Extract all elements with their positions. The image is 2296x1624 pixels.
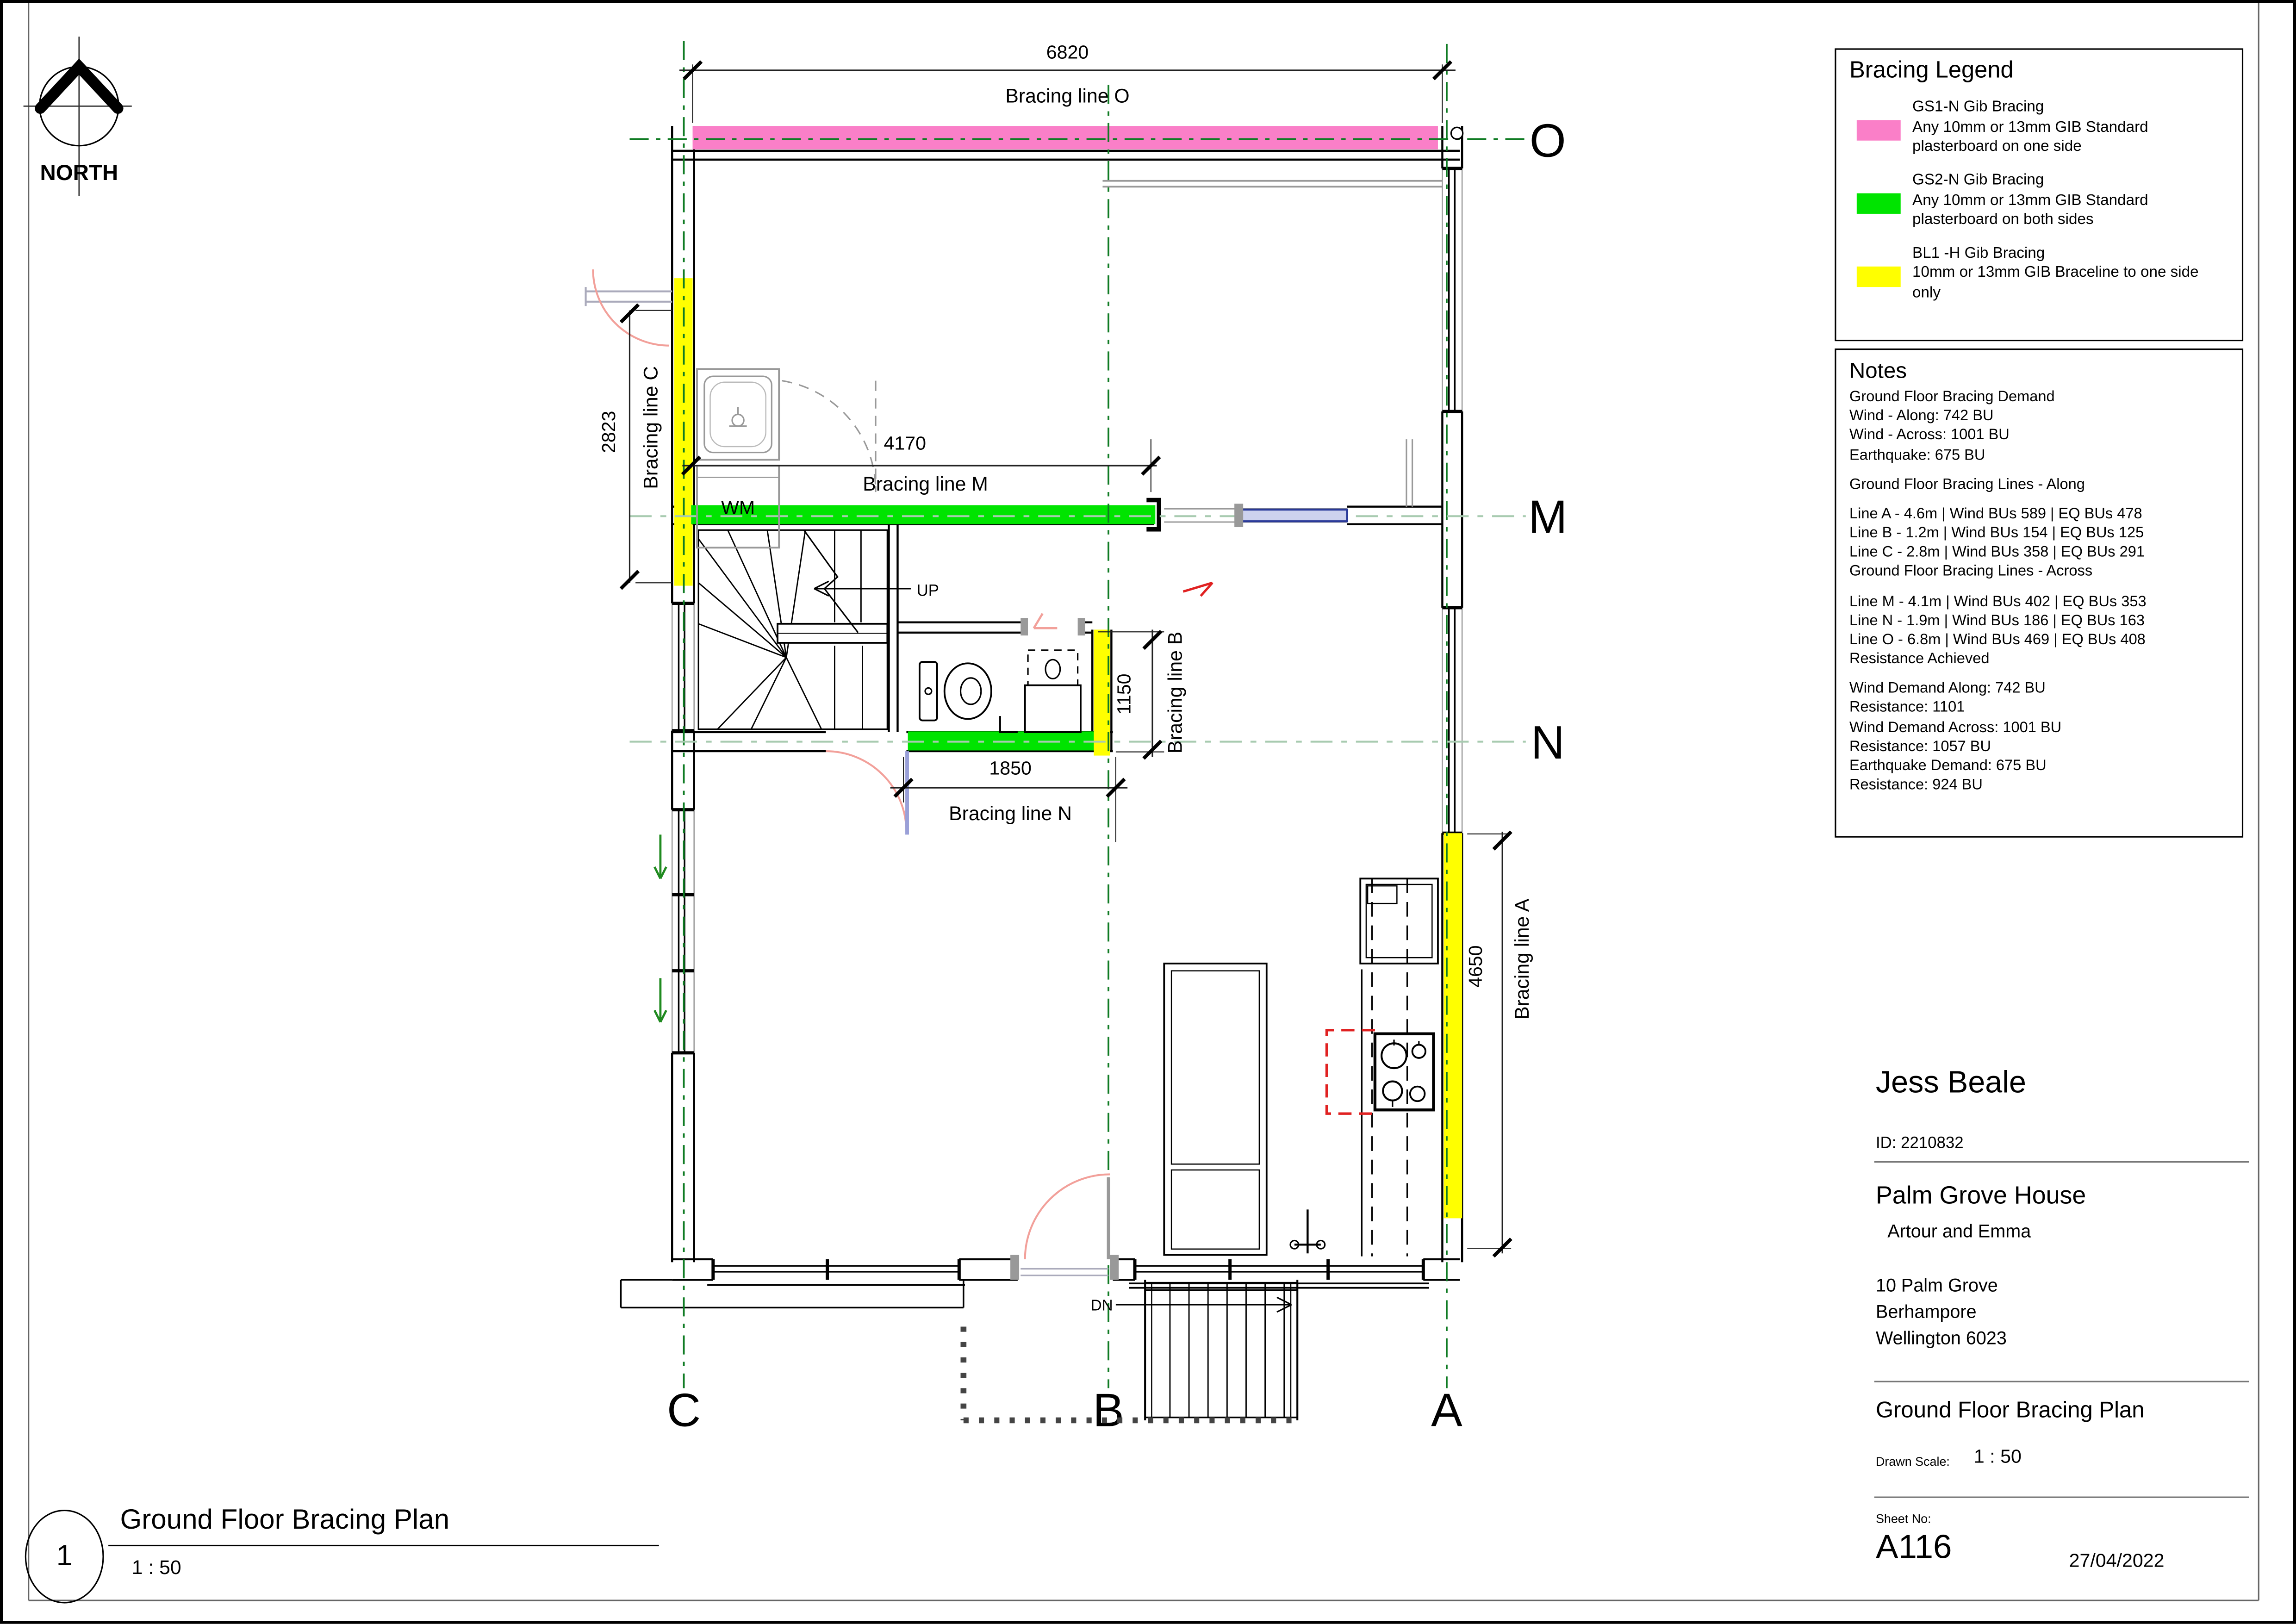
grid-label-n: N — [1531, 716, 1565, 769]
dim-1850: 1850 — [989, 757, 1032, 779]
drawing-title: Ground Floor Bracing Plan — [1875, 1398, 2145, 1424]
title-block-divider — [1874, 1497, 2249, 1498]
notes-line: Wind Demand Across: 1001 BU — [1849, 720, 2062, 736]
annotation-arrows — [1034, 583, 1213, 628]
dim-4650: 4650 — [1464, 945, 1486, 988]
notes-line: Earthquake Demand: 675 BU — [1849, 758, 2047, 775]
address-line-1: 10 Palm Grove — [1875, 1275, 1998, 1296]
notes-line: Line A - 4.6m | Wind BUs 589 | EQ BUs 478 — [1849, 506, 2142, 523]
bracing-band-o — [693, 126, 1438, 149]
gs1-code: GS1-N Gib Bracing — [1912, 98, 2044, 116]
cooktop — [1375, 1034, 1434, 1110]
notes-section-across-lines — [1849, 592, 2228, 670]
internal-stairs — [698, 530, 939, 729]
bracing-line-b-label: Bracing line B — [1164, 631, 1187, 754]
entry-door-swing-arc — [1025, 1174, 1110, 1259]
dim-1150: 1150 — [1113, 673, 1135, 715]
notes-line: Line O - 6.8m | Wind BUs 469 | EQ BUs 408 — [1849, 632, 2146, 649]
toilet — [920, 662, 937, 721]
stairs-dn-label: DN — [1090, 1297, 1113, 1314]
bracing-line-c-label: Bracing line C — [640, 366, 662, 489]
legend-item-gs1 — [1849, 98, 2228, 158]
notes-section-resistance — [1849, 680, 2228, 796]
notes-line: Ground Floor Bracing Lines - Along — [1849, 477, 2085, 493]
sheet-number: A116 — [1875, 1527, 1952, 1566]
notes-line: Resistance: 924 BU — [1849, 778, 1983, 794]
grid-label-o: O — [1529, 114, 1566, 167]
dim-6820: 6820 — [1046, 41, 1089, 63]
notes-line: Ground Floor Bracing Lines - Across — [1849, 564, 2093, 581]
bracing-bands — [674, 126, 1462, 1218]
client-names: Artour and Emma — [1887, 1221, 2031, 1242]
grid-label-m: M — [1528, 491, 1568, 543]
bracing-line-o-label: Bracing line O — [1005, 85, 1130, 107]
designer-name: Jess Beale — [1875, 1066, 2026, 1100]
address-line-3: Wellington 6023 — [1875, 1328, 2007, 1349]
dim-2823: 2823 — [597, 411, 619, 454]
door-swing-arc — [826, 751, 906, 832]
notes-line: Resistance: 1057 BU — [1849, 739, 1991, 755]
north-indicator-icon — [24, 37, 132, 196]
grid-label-c: C — [666, 1384, 701, 1437]
view-title-underline — [108, 1545, 659, 1546]
gs1-color-swatch — [1857, 120, 1901, 140]
cooktop-clearance-dashed — [1326, 1030, 1375, 1114]
notes-line: Wind - Across: 1001 BU — [1849, 428, 2010, 444]
notes-line: Line N - 1.9m | Wind BUs 186 | EQ BUs 163 — [1849, 613, 2145, 629]
project-name: Palm Grove House — [1875, 1182, 2086, 1210]
grid-label-b: B — [1093, 1384, 1124, 1437]
notes-line: Earthquake: 675 BU — [1849, 447, 1985, 464]
bracing-line-m-label: Bracing line M — [863, 473, 988, 495]
view-number: 1 — [56, 1539, 73, 1572]
gs2-description: Any 10mm or 13mm GIB Standard plasterboard on both sides — [1912, 191, 2148, 229]
dim-4170: 4170 — [884, 432, 927, 454]
walls — [621, 126, 1462, 1307]
title-block-divider — [1874, 1381, 2249, 1382]
bracing-line-n-label: Bracing line N — [949, 802, 1072, 825]
bl1-description: 10mm or 13mm GIB Braceline to one side only — [1912, 264, 2199, 302]
legend-item-gs2 — [1849, 171, 2228, 231]
gs1-description: Any 10mm or 13mm GIB Standard plasterboard on one side — [1912, 118, 2148, 156]
pink-arrow-icon — [1034, 614, 1058, 628]
legend-item-bl1 — [1849, 244, 2228, 304]
drawn-scale-label: Drawn Scale: — [1875, 1454, 1950, 1469]
notes-line: Line C - 2.8m | Wind BUs 358 | EQ BUs 291 — [1849, 545, 2145, 561]
notes-line: Resistance Achieved — [1849, 652, 1990, 668]
notes-panel — [1835, 348, 2243, 838]
notes-section-demand — [1849, 388, 2228, 465]
designer-id: ID: 2210832 — [1875, 1135, 1964, 1152]
notes-line: Wind - Along: 742 BU — [1849, 409, 1994, 425]
deck-outline — [964, 1326, 1297, 1420]
view-scale: 1 : 50 — [131, 1556, 181, 1579]
bracing-band-b — [1094, 629, 1110, 755]
bracing-line-a-label: Bracing line A — [1511, 898, 1534, 1020]
notes-title: Notes — [1849, 359, 1907, 384]
bl1-code: BL1 -H Gib Bracing — [1912, 244, 2045, 262]
sheet-date: 27/04/2022 — [2069, 1549, 2165, 1571]
bracing-legend — [1835, 48, 2243, 341]
island-bench — [1164, 964, 1266, 1255]
washing-machine-label: WM — [721, 497, 755, 518]
stairs-up-label: UP — [916, 581, 939, 600]
address-line-2: Berhampore — [1875, 1301, 1977, 1323]
bracing-band-m — [691, 505, 1155, 524]
gs2-color-swatch — [1857, 193, 1901, 213]
drawn-scale-value: 1 : 50 — [1973, 1445, 2022, 1468]
kitchen-fixtures — [1164, 878, 1438, 1256]
view-title-text: Ground Floor Bracing Plan — [120, 1505, 450, 1536]
notes-line: Line M - 4.1m | Wind BUs 402 | EQ BUs 353 — [1849, 594, 2147, 610]
dimensions — [621, 62, 1511, 1257]
grid-labels — [667, 115, 1567, 1437]
sliding-door-panel — [1242, 510, 1347, 521]
notes-line: Ground Floor Bracing Demand — [1849, 389, 2055, 406]
grid-lines — [629, 41, 1525, 1388]
view-number-bubble — [25, 1510, 104, 1603]
sheet-no-label: Sheet No: — [1875, 1511, 1931, 1526]
red-arrow-icon — [1183, 583, 1212, 596]
legend-title: Bracing Legend — [1849, 58, 2014, 84]
bathroom-fixtures — [920, 650, 1081, 732]
notes-line: Wind Demand Along: 742 BU — [1849, 681, 2046, 697]
casement-arrow-icon — [654, 834, 666, 1022]
notes-section-along-lines — [1849, 505, 2228, 582]
title-block-divider — [1874, 1161, 2249, 1163]
title-block — [1857, 1047, 2249, 1603]
vanity — [1025, 685, 1081, 732]
grid-label-a: A — [1431, 1384, 1462, 1437]
notes-section-along-header — [1849, 475, 2228, 495]
doors — [586, 269, 1347, 1280]
notes-line: Line B - 1.2m | Wind BUs 154 | EQ BUs 125 — [1849, 525, 2144, 542]
north-label: NORTH — [40, 161, 118, 186]
windows — [654, 168, 1455, 1288]
notes-line: Resistance: 1101 — [1849, 700, 1965, 717]
gs2-code: GS2-N Gib Bracing — [1912, 171, 2044, 189]
bl1-color-swatch — [1857, 266, 1901, 286]
